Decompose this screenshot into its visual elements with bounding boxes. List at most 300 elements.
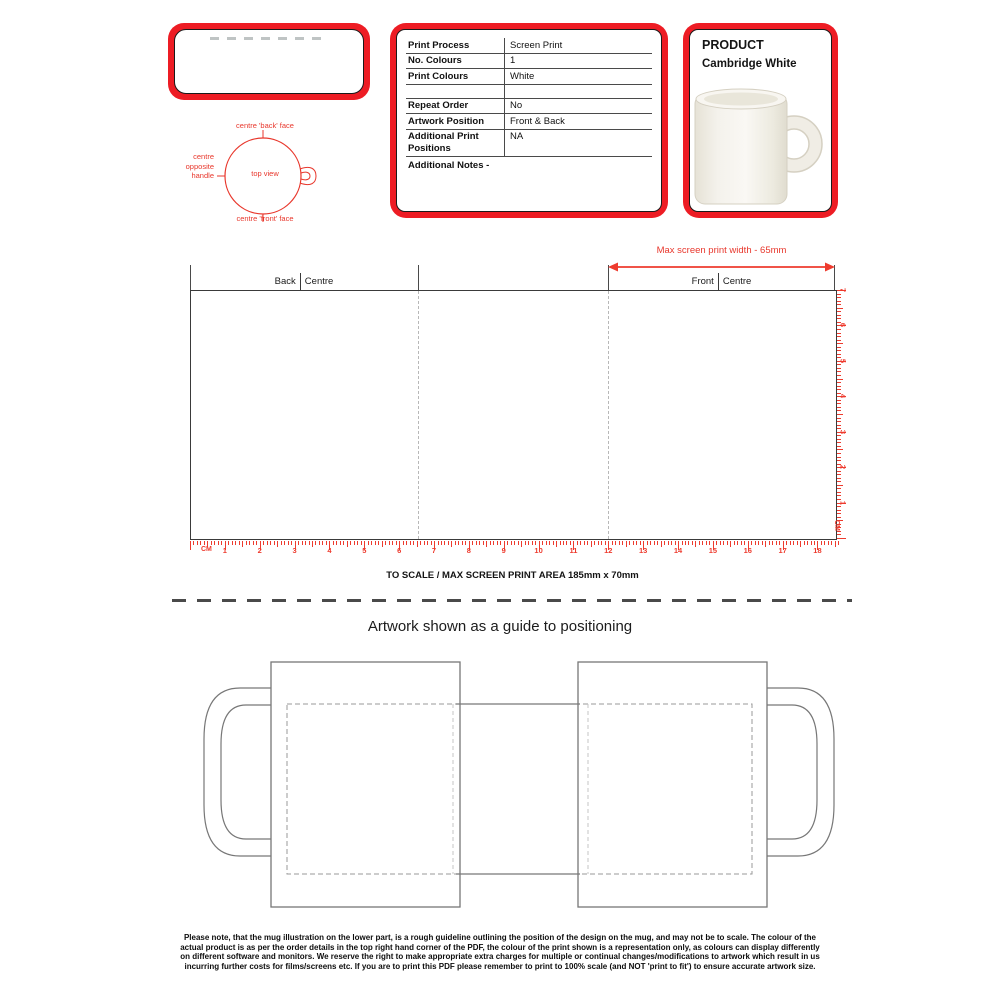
table-row <box>406 69 652 85</box>
ruler-number: 11 <box>569 545 578 555</box>
ruler-tick <box>214 541 215 545</box>
ruler-tick <box>242 541 243 547</box>
left-mug-handle-outer <box>204 688 271 856</box>
ruler-tick <box>235 541 236 545</box>
ruler-number: 5 <box>362 545 367 555</box>
ruler-tick <box>521 541 522 547</box>
ruler-tick <box>769 541 770 545</box>
ruler-tick <box>347 541 348 547</box>
ruler-number: 9 <box>501 545 506 555</box>
ruler-unit-label: CM <box>201 546 212 553</box>
ruler-tick <box>253 541 254 545</box>
ruler-tick <box>671 541 672 545</box>
ruler-tick <box>322 541 323 545</box>
ruler-tick <box>837 499 841 500</box>
ruler-number: 7 <box>431 545 437 555</box>
ruler-unit-label: CM <box>833 520 840 531</box>
ruler-tick <box>755 541 756 545</box>
ruler-tick <box>837 414 843 415</box>
ruler-tick <box>591 541 592 547</box>
ruler-tick <box>451 541 452 547</box>
ruler-tick <box>837 343 843 344</box>
ruler-tick <box>837 471 841 472</box>
ruler-tick <box>837 531 841 532</box>
ruler-tick <box>837 403 841 404</box>
ruler-tick <box>298 541 299 545</box>
ruler-tick <box>577 541 578 545</box>
centre-divider-line <box>300 273 301 290</box>
ruler-tick <box>837 375 841 376</box>
ruler-tick <box>361 541 362 545</box>
ruler-tick <box>410 541 411 545</box>
ruler-tick <box>284 541 285 545</box>
scale-note: TO SCALE / MAX SCREEN PRINT AREA 185mm x 70mm <box>386 570 639 581</box>
ruler-tick <box>675 541 676 545</box>
ruler-number: 12 <box>604 545 613 555</box>
ruler-number: 3 <box>292 545 297 555</box>
ruler-tick <box>333 541 334 545</box>
ruler-tick <box>392 541 393 545</box>
ruler-number: 7 <box>838 287 848 293</box>
ruler-tick <box>837 329 841 330</box>
ruler-number: 18 <box>813 545 822 555</box>
ruler-tick <box>837 460 841 461</box>
mug-body <box>695 94 787 204</box>
product-box-inner <box>689 29 832 212</box>
ruler-tick <box>695 541 696 547</box>
ruler-tick <box>462 541 463 545</box>
topview-opposite-line3: handle <box>191 171 214 180</box>
ruler-tick <box>762 541 763 545</box>
ruler-tick <box>699 541 700 545</box>
ruler-tick <box>350 541 351 545</box>
product-name: Cambridge White <box>702 58 797 70</box>
ruler-tick <box>458 541 459 545</box>
ruler-tick <box>837 368 841 369</box>
ruler-tick <box>837 510 841 511</box>
ruler-tick <box>765 541 766 547</box>
spec-value: Front & Back <box>510 115 565 127</box>
ruler-tick <box>723 541 724 545</box>
ruler-tick <box>594 541 595 545</box>
ruler-tick <box>837 488 841 489</box>
ruler-tick <box>465 541 466 545</box>
spec-value <box>505 85 652 98</box>
ruler-tick <box>734 541 735 545</box>
ruler-tick <box>514 541 515 545</box>
table-row-empty <box>406 85 652 99</box>
ruler-tick <box>692 541 693 545</box>
ruler-tick <box>837 379 843 380</box>
ruler-tick <box>837 336 841 337</box>
ruler-tick <box>535 541 536 545</box>
ruler-tick <box>500 541 501 545</box>
front-label: Front <box>691 275 714 287</box>
footer-disclaimer <box>0 933 1000 971</box>
ruler-tick <box>837 297 841 298</box>
ruler-tick <box>837 485 843 486</box>
ruler-tick <box>837 435 841 436</box>
clipped-text-marks <box>210 37 328 40</box>
ruler-tick <box>727 541 728 545</box>
panel-divider-dashed <box>608 291 609 539</box>
ruler-tick <box>831 541 832 545</box>
centre-label: Centre <box>722 275 752 287</box>
ruler-number: 17 <box>778 545 787 555</box>
ruler-tick <box>511 541 512 545</box>
ruler-tick <box>221 541 222 545</box>
ruler-tick <box>566 541 567 545</box>
ruler-tick <box>622 541 623 545</box>
footer-line: incurring further costs for films/screens etc. If you are to print this PDF please remember to print to 100% scale (and NOT 'print to fit') to ensure accurate artwork size. <box>184 961 816 971</box>
ruler-tick <box>650 541 651 545</box>
ruler-tick <box>483 541 484 545</box>
ruler-tick <box>193 541 194 545</box>
ruler-tick <box>837 418 841 419</box>
topview-front-face-label: centre 'front' face <box>236 214 294 223</box>
ruler-number: 1 <box>222 545 227 555</box>
topview-opposite-line2: opposite <box>185 161 214 171</box>
ruler-tick <box>525 541 526 545</box>
ruler-tick <box>837 421 841 422</box>
ruler-tick <box>204 541 205 545</box>
mug-positioning-guide <box>180 645 850 925</box>
ruler-tick <box>455 541 456 545</box>
ruler-tick <box>486 541 487 547</box>
ruler-tick <box>528 541 529 545</box>
ruler-tick <box>640 541 641 545</box>
ruler-tick <box>612 541 613 545</box>
ruler-number: 14 <box>673 545 683 555</box>
right-mug-handle-inner <box>767 705 817 839</box>
mug-rim-inner <box>704 93 778 106</box>
print-spec-table <box>406 38 652 171</box>
spec-label: Print Colours <box>406 69 505 84</box>
product-heading: PRODUCT <box>702 38 764 52</box>
ruler-tick <box>305 541 306 545</box>
ruler-tick <box>737 541 738 545</box>
ruler-number: 13 <box>639 545 648 555</box>
ruler-tick <box>343 541 344 545</box>
ruler-tick <box>664 541 665 545</box>
topview-center-label: top view <box>251 169 279 178</box>
ruler-tick <box>837 350 841 351</box>
ruler-tick <box>371 541 372 545</box>
topview-back-face-label: centre 'back' face <box>236 121 294 130</box>
spec-label: No. Colours <box>406 54 505 69</box>
ruler-tick <box>720 541 721 545</box>
ruler-tick <box>420 541 421 545</box>
ruler-tick <box>811 541 812 545</box>
ruler-tick <box>821 541 822 545</box>
spec-value: Screen Print <box>510 39 563 51</box>
ruler-tick <box>424 541 425 545</box>
ruler-tick <box>837 389 841 390</box>
ruler-tick <box>472 541 473 545</box>
print-area-mark <box>418 265 419 290</box>
ruler-tick <box>682 541 683 545</box>
ruler-tick <box>837 534 841 535</box>
ruler-tick <box>685 541 686 545</box>
ruler-tick <box>532 541 533 545</box>
ruler-tick <box>518 541 519 545</box>
ruler-tick <box>403 541 404 545</box>
horizontal-cm-ruler <box>190 541 852 559</box>
table-row <box>406 114 652 130</box>
ruler-tick <box>246 541 247 545</box>
ruler-tick <box>837 439 841 440</box>
ruler-tick <box>661 541 662 547</box>
ruler-tick <box>824 541 825 545</box>
ruler-tick <box>837 371 841 372</box>
ruler-tick <box>267 541 268 545</box>
ruler-tick <box>837 318 841 319</box>
ruler-tick <box>319 541 320 545</box>
ruler-number: 5 <box>838 358 848 363</box>
spec-value: No <box>510 100 523 111</box>
back-label: Back <box>274 275 296 287</box>
ruler-tick <box>837 506 841 507</box>
ruler-number: 6 <box>838 323 848 328</box>
print-spec-box-inner <box>396 29 662 212</box>
table-row <box>406 54 652 70</box>
guide-caption: Artwork shown as a guide to positioning <box>367 618 633 635</box>
ruler-tick <box>636 541 637 545</box>
ruler-number: 2 <box>838 465 848 470</box>
spec-label: Additional Print Positions <box>406 130 505 156</box>
ruler-number: 15 <box>708 545 718 555</box>
ruler-tick <box>584 541 585 545</box>
ruler-tick <box>427 541 428 545</box>
ruler-tick <box>668 541 669 545</box>
ruler-number: 6 <box>397 545 402 555</box>
ruler-tick <box>633 541 634 545</box>
ruler-tick <box>807 541 808 545</box>
ruler-tick <box>786 541 787 545</box>
ruler-tick <box>647 541 648 545</box>
ruler-tick <box>741 541 742 545</box>
ruler-tick <box>288 541 289 545</box>
blank-artwork-box <box>168 23 370 100</box>
ruler-tick <box>378 541 379 545</box>
ruler-tick <box>197 541 198 545</box>
ruler-tick <box>702 541 703 545</box>
ruler-tick <box>357 541 358 545</box>
ruler-tick <box>837 453 841 454</box>
ruler-tick <box>479 541 480 545</box>
ruler-tick <box>340 541 341 545</box>
panel-divider-dashed <box>418 291 419 539</box>
ruler-number: 4 <box>327 545 332 555</box>
ruler-tick <box>211 541 212 545</box>
ruler-tick <box>615 541 616 545</box>
ruler-tick <box>476 541 477 545</box>
spec-label: Artwork Position <box>406 114 505 129</box>
table-row <box>406 38 652 54</box>
ruler-tick <box>549 541 550 545</box>
ruler-tick <box>396 541 397 545</box>
blank-artwork-box-inner <box>174 29 364 94</box>
ruler-tick <box>837 538 846 539</box>
vertical-cm-ruler <box>833 287 855 538</box>
ruler-tick <box>336 541 337 545</box>
ruler-tick <box>563 541 564 545</box>
ruler-number: 2 <box>257 545 262 555</box>
ruler-tick <box>837 301 841 302</box>
back-centre-label <box>190 272 418 290</box>
ruler-tick <box>302 541 303 545</box>
ruler-tick <box>570 541 571 545</box>
ruler-tick <box>553 541 554 545</box>
ruler-tick <box>837 354 841 355</box>
spec-value: 1 <box>510 55 516 66</box>
ruler-tick <box>837 294 841 295</box>
ruler-tick <box>490 541 491 545</box>
spec-value: NA <box>510 131 524 142</box>
ruler-tick <box>804 541 805 545</box>
ruler-number: 4 <box>838 394 848 399</box>
ruler-tick <box>716 541 717 545</box>
ruler-tick <box>444 541 445 545</box>
ruler-tick <box>580 541 581 545</box>
ruler-tick <box>218 541 219 545</box>
ruler-tick <box>375 541 376 545</box>
ruler-tick <box>190 541 191 550</box>
table-row <box>406 130 652 157</box>
ruler-tick <box>837 481 841 482</box>
ruler-number: 16 <box>743 545 752 555</box>
mug-photo <box>693 82 831 208</box>
ruler-tick <box>772 541 773 545</box>
ruler-tick <box>837 333 841 334</box>
ruler-tick <box>837 478 841 479</box>
ruler-tick <box>438 541 439 545</box>
ruler-tick <box>837 311 841 312</box>
ruler-tick <box>274 541 275 545</box>
ruler-tick <box>657 541 658 545</box>
ruler-tick <box>385 541 386 545</box>
ruler-tick <box>837 382 841 383</box>
ruler-tick <box>281 541 282 545</box>
ruler-tick <box>256 541 257 545</box>
topview-opposite-line1: centre <box>193 152 214 161</box>
ruler-tick <box>626 541 627 547</box>
ruler-number: 8 <box>466 545 471 555</box>
ruler-tick <box>619 541 620 545</box>
ruler-tick <box>629 541 630 545</box>
spec-value: White <box>510 70 535 82</box>
ruler-tick <box>546 541 547 545</box>
ruler-tick <box>797 541 798 545</box>
ruler-tick <box>277 541 278 547</box>
ruler-tick <box>837 410 841 411</box>
ruler-tick <box>598 541 599 545</box>
product-box <box>683 23 838 218</box>
ruler-tick <box>837 517 841 518</box>
ruler-tick <box>542 541 543 545</box>
ruler-tick <box>837 449 843 450</box>
ruler-tick <box>312 541 313 547</box>
ruler-tick <box>837 457 841 458</box>
centre-divider-line <box>718 273 719 290</box>
ruler-tick <box>270 541 271 545</box>
ruler-tick <box>837 492 841 493</box>
ruler-tick <box>263 541 264 545</box>
ruler-tick <box>368 541 369 545</box>
spec-label: Print Process <box>406 38 505 53</box>
footer-line: actual product is as per the order details in the top right hand corner of the PDF, the colour of the print shown is a representation only, as colours can display differently <box>180 942 820 952</box>
ruler-tick <box>837 446 841 447</box>
ruler-number: 3 <box>838 429 848 434</box>
footer-line: Please note, that the mug illustration on the lower part, is a rough guideline outlining the position of the design on the mug, and may not be to scale. The colour of the <box>183 933 817 942</box>
additional-notes-label: Additional Notes - <box>408 159 490 171</box>
ruler-tick <box>493 541 494 545</box>
ruler-tick <box>837 474 841 475</box>
max-print-width-label: Max screen print width - 65mm <box>656 245 787 256</box>
ruler-tick <box>315 541 316 545</box>
ruler-tick <box>601 541 602 545</box>
ruler-tick <box>654 541 655 545</box>
ruler-tick <box>389 541 390 545</box>
table-row <box>406 99 652 115</box>
ruler-tick <box>556 541 557 547</box>
print-spec-box <box>390 23 668 218</box>
ruler-tick <box>837 364 841 365</box>
ruler-tick <box>587 541 588 545</box>
ruler-tick <box>838 541 839 545</box>
front-centre-label <box>608 272 835 290</box>
left-mug-body-outline <box>271 662 460 907</box>
ruler-tick <box>232 541 233 545</box>
left-mug-handle-inner <box>221 705 271 839</box>
ruler-tick <box>239 541 240 545</box>
ruler-tick <box>776 541 777 545</box>
ruler-tick <box>837 347 841 348</box>
centre-label: Centre <box>304 275 334 287</box>
ruler-tick <box>309 541 310 545</box>
ruler-tick <box>605 541 606 545</box>
ruler-number: 1 <box>838 500 848 505</box>
ruler-tick <box>431 541 432 545</box>
ruler-tick <box>751 541 752 545</box>
ruler-tick <box>406 541 407 545</box>
ruler-tick <box>814 541 815 545</box>
ruler-tick <box>382 541 383 547</box>
spec-label: Repeat Order <box>406 99 505 114</box>
ruler-tick <box>837 400 841 401</box>
ruler-tick <box>837 407 841 408</box>
ruler-tick <box>706 541 707 545</box>
ruler-tick <box>837 442 841 443</box>
ruler-tick <box>837 308 843 309</box>
ruler-tick <box>417 541 418 547</box>
ruler-tick <box>730 541 731 547</box>
ruler-tick <box>228 541 229 545</box>
ruler-tick <box>837 495 841 496</box>
spec-label <box>406 85 505 98</box>
ruler-tick <box>758 541 759 545</box>
wrap-print-area-dashed <box>287 704 752 874</box>
max-print-width-arrow <box>608 260 835 274</box>
ruler-tick <box>291 541 292 545</box>
right-mug-handle-outer <box>767 688 834 856</box>
right-mug-body-outline <box>578 662 767 907</box>
dashed-divider-line <box>172 599 852 602</box>
ruler-tick <box>560 541 561 545</box>
ruler-tick <box>790 541 791 545</box>
ruler-number: 10 <box>534 545 543 555</box>
ruler-tick <box>249 541 250 545</box>
